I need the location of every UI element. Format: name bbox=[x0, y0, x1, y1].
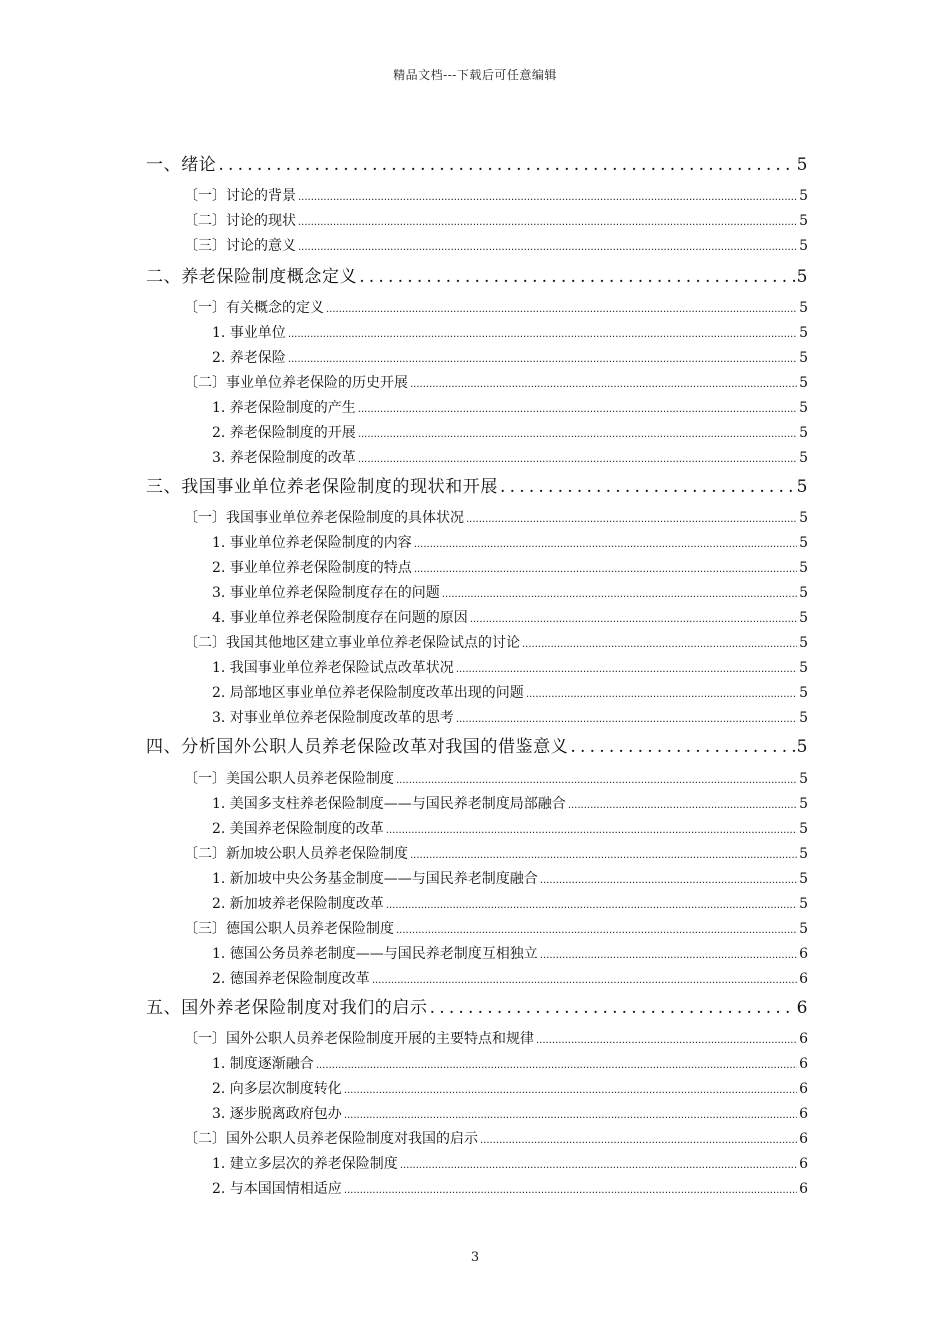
toc-entry-title: 3. 对事业单位养老保险制度改革的思考 bbox=[212, 710, 454, 726]
toc-chapter-entry[interactable] bbox=[146, 150, 808, 175]
toc-section-entry[interactable] bbox=[184, 918, 808, 938]
toc-section-entry[interactable] bbox=[184, 297, 808, 317]
toc-page-number: 5 bbox=[799, 188, 808, 204]
toc-page-number: 6 bbox=[799, 1031, 808, 1047]
toc-entry-title: 〔一〕国外公职人员养老保险制度开展的主要特点和规律 bbox=[184, 1031, 534, 1047]
toc-subsection-entry[interactable] bbox=[212, 532, 808, 552]
toc-entry-title: 2. 与本国国情相适应 bbox=[212, 1181, 342, 1197]
toc-page-number: 5 bbox=[799, 896, 808, 912]
toc-page-number: 5 bbox=[799, 325, 808, 341]
toc-entry-title: 3. 养老保险制度的改革 bbox=[212, 450, 356, 466]
toc-entry-title: 2. 养老保险 bbox=[212, 350, 286, 366]
toc-subsection-entry[interactable] bbox=[212, 1178, 808, 1198]
toc-entry-title: 1. 事业单位养老保险制度的内容 bbox=[212, 535, 412, 551]
toc-dot-leader bbox=[480, 1131, 797, 1147]
toc-subsection-entry[interactable] bbox=[212, 557, 808, 577]
toc-dot-leader bbox=[359, 267, 794, 287]
toc-subsection-entry[interactable] bbox=[212, 707, 808, 727]
toc-section-entry[interactable] bbox=[184, 632, 808, 652]
toc-dot-leader bbox=[372, 971, 797, 987]
toc-page-number: 5 bbox=[799, 300, 808, 316]
toc-page-number: 5 bbox=[799, 238, 808, 254]
toc-entry-title: 2. 养老保险制度的开展 bbox=[212, 425, 356, 441]
toc-dot-leader bbox=[316, 1056, 797, 1072]
toc-page-number: 6 bbox=[799, 946, 808, 962]
toc-chapter-entry[interactable] bbox=[146, 732, 808, 757]
toc-section-entry[interactable] bbox=[184, 372, 808, 392]
toc-dot-leader bbox=[414, 560, 797, 576]
toc-dot-leader bbox=[414, 535, 797, 551]
toc-page-number: 5 bbox=[799, 660, 808, 676]
toc-dot-leader bbox=[410, 375, 797, 391]
toc-section-entry[interactable] bbox=[184, 1128, 808, 1148]
toc-section-entry[interactable] bbox=[184, 843, 808, 863]
toc-page-number: 6 bbox=[799, 1106, 808, 1122]
toc-chapter-number: 一、 bbox=[146, 155, 182, 175]
toc-subsection-entry[interactable] bbox=[212, 657, 808, 677]
toc-chapter-entry[interactable] bbox=[146, 262, 808, 287]
toc-entry-title: 1. 德国公务员养老制度——与国民养老制度互相独立 bbox=[212, 946, 538, 962]
toc-page-number: 5 bbox=[799, 871, 808, 887]
toc-page-number: 5 bbox=[799, 610, 808, 626]
toc-page-number: 5 bbox=[799, 450, 808, 466]
toc-page-number: 5 bbox=[799, 585, 808, 601]
toc-entry-title: 2. 事业单位养老保险制度的特点 bbox=[212, 560, 412, 576]
toc-dot-leader bbox=[358, 450, 797, 466]
toc-dot-leader bbox=[344, 1106, 797, 1122]
toc-dot-leader bbox=[288, 325, 797, 341]
toc-page-number: 6 bbox=[799, 971, 808, 987]
toc-entry-title: 1. 建立多层次的养老保险制度 bbox=[212, 1156, 398, 1172]
toc-entry-title: 1. 养老保险制度的产生 bbox=[212, 400, 356, 416]
toc-entry-title: 1. 事业单位 bbox=[212, 325, 286, 341]
toc-subsection-entry[interactable] bbox=[212, 607, 808, 627]
toc-dot-leader bbox=[536, 1031, 797, 1047]
toc-page-number: 5 bbox=[796, 267, 808, 287]
toc-subsection-entry[interactable] bbox=[212, 818, 808, 838]
toc-dot-leader bbox=[430, 998, 795, 1018]
toc-page-number: 6 bbox=[799, 1081, 808, 1097]
toc-entry-title: 〔一〕讨论的背景 bbox=[184, 188, 296, 204]
toc-entry-title: 国外养老保险制度对我们的启示 bbox=[181, 998, 428, 1018]
toc-dot-leader bbox=[358, 425, 797, 441]
toc-section-entry[interactable] bbox=[184, 768, 808, 788]
toc-section-entry[interactable] bbox=[184, 507, 808, 527]
toc-dot-leader bbox=[386, 821, 797, 837]
toc-dot-leader bbox=[456, 710, 797, 726]
toc-section-entry[interactable] bbox=[184, 235, 808, 255]
toc-entry-title: 我国事业单位养老保险制度的现状和开展 bbox=[181, 477, 499, 497]
toc-dot-leader bbox=[570, 737, 794, 757]
toc-subsection-entry[interactable] bbox=[212, 968, 808, 988]
toc-page-number: 6 bbox=[799, 1131, 808, 1147]
toc-entry-title: 〔一〕美国公职人员养老保险制度 bbox=[184, 771, 394, 787]
toc-subsection-entry[interactable] bbox=[212, 582, 808, 602]
toc-page-number: 5 bbox=[799, 213, 808, 229]
toc-subsection-entry[interactable] bbox=[212, 447, 808, 467]
toc-dot-leader bbox=[298, 188, 797, 204]
toc-entry-title: 1. 我国事业单位养老保险试点改革状况 bbox=[212, 660, 454, 676]
toc-chapter-number: 四、 bbox=[146, 737, 182, 757]
page-number: 3 bbox=[470, 1250, 480, 1265]
toc-entry-title: 养老保险制度概念定义 bbox=[181, 267, 358, 287]
toc-dot-leader bbox=[522, 635, 797, 651]
toc-chapter-number: 五、 bbox=[146, 998, 182, 1018]
toc-subsection-entry[interactable] bbox=[212, 397, 808, 417]
toc-entry-title: 〔三〕讨论的意义 bbox=[184, 238, 296, 254]
toc-dot-leader bbox=[540, 946, 797, 962]
toc-subsection-entry[interactable] bbox=[212, 868, 808, 888]
toc-page-number: 6 bbox=[799, 1156, 808, 1172]
toc-dot-leader bbox=[298, 238, 797, 254]
toc-page-number: 6 bbox=[796, 998, 808, 1018]
toc-subsection-entry[interactable] bbox=[212, 893, 808, 913]
toc-page-number: 5 bbox=[796, 737, 808, 757]
toc-subsection-entry[interactable] bbox=[212, 943, 808, 963]
toc-dot-leader bbox=[400, 1156, 797, 1172]
toc-entry-title: 〔一〕我国事业单位养老保险制度的具体状况 bbox=[184, 510, 464, 526]
toc-entry-title: 4. 事业单位养老保险制度存在问题的原因 bbox=[212, 610, 468, 626]
toc-page-number: 5 bbox=[799, 821, 808, 837]
toc-dot-leader bbox=[298, 213, 797, 229]
toc-entry-title: 3. 事业单位养老保险制度存在的问题 bbox=[212, 585, 440, 601]
toc-entry-title: 1. 新加坡中央公务基金制度——与国民养老制度融合 bbox=[212, 871, 538, 887]
toc-dot-leader bbox=[410, 846, 797, 862]
toc-subsection-entry[interactable] bbox=[212, 422, 808, 442]
toc-subsection-entry[interactable] bbox=[212, 347, 808, 367]
toc-entry-title: 2. 局部地区事业单位养老保险制度改革出现的问题 bbox=[212, 685, 524, 701]
toc-subsection-entry[interactable] bbox=[212, 1053, 808, 1073]
toc-entry-title: 3. 逐步脱离政府包办 bbox=[212, 1106, 342, 1122]
toc-chapter-entry[interactable] bbox=[146, 993, 808, 1018]
toc-page-number: 5 bbox=[799, 710, 808, 726]
toc-dot-leader bbox=[568, 796, 797, 812]
toc-entry-title: 〔二〕国外公职人员养老保险制度对我国的启示 bbox=[184, 1131, 478, 1147]
toc-page-number: 5 bbox=[799, 400, 808, 416]
toc-page-number: 5 bbox=[799, 510, 808, 526]
toc-entry-title: 〔二〕我国其他地区建立事业单位养老保险试点的讨论 bbox=[184, 635, 520, 651]
toc-entry-title: 1. 制度逐渐融合 bbox=[212, 1056, 314, 1072]
toc-dot-leader bbox=[288, 350, 797, 366]
toc-subsection-entry[interactable] bbox=[212, 1153, 808, 1173]
toc-dot-leader bbox=[326, 300, 797, 316]
toc-page-number: 5 bbox=[799, 635, 808, 651]
toc-page-number: 5 bbox=[799, 796, 808, 812]
toc-subsection-entry[interactable] bbox=[212, 793, 808, 813]
toc-page-number: 5 bbox=[799, 560, 808, 576]
toc-dot-leader bbox=[466, 510, 797, 526]
toc-entry-title: 2. 美国养老保险制度的改革 bbox=[212, 821, 384, 837]
toc-dot-leader bbox=[396, 771, 797, 787]
toc-section-entry[interactable] bbox=[184, 1028, 808, 1048]
toc-entry-title: 1. 美国多支柱养老保险制度——与国民养老制度局部融合 bbox=[212, 796, 566, 812]
toc-page-number: 6 bbox=[799, 1181, 808, 1197]
toc-entry-title: 2. 向多层次制度转化 bbox=[212, 1081, 342, 1097]
toc-entry-title: 〔三〕德国公职人员养老保险制度 bbox=[184, 921, 394, 937]
toc-dot-leader bbox=[344, 1081, 797, 1097]
toc-dot-leader bbox=[396, 921, 797, 937]
toc-subsection-entry[interactable] bbox=[212, 682, 808, 702]
toc-dot-leader bbox=[442, 585, 797, 601]
toc-page-number: 5 bbox=[799, 425, 808, 441]
toc-dot-leader bbox=[218, 155, 794, 175]
toc-section-entry[interactable] bbox=[184, 210, 808, 230]
toc-chapter-number: 三、 bbox=[146, 477, 182, 497]
toc-entry-title: 分析国外公职人员养老保险改革对我国的借鉴意义 bbox=[181, 737, 569, 757]
toc-dot-leader bbox=[526, 685, 797, 701]
toc-page-number: 5 bbox=[799, 846, 808, 862]
toc-page-number: 5 bbox=[799, 685, 808, 701]
toc-page-number: 5 bbox=[799, 921, 808, 937]
toc-dot-leader bbox=[540, 871, 797, 887]
toc-entry-title: 〔一〕有关概念的定义 bbox=[184, 300, 324, 316]
toc-entry-title: 〔二〕事业单位养老保险的历史开展 bbox=[184, 375, 408, 391]
toc-entry-title: 〔二〕讨论的现状 bbox=[184, 213, 296, 229]
toc-dot-leader bbox=[500, 477, 795, 497]
toc-page-number: 5 bbox=[799, 535, 808, 551]
toc-chapter-number: 二、 bbox=[146, 267, 182, 287]
toc-chapter-entry[interactable] bbox=[146, 472, 808, 497]
toc-page-number: 5 bbox=[796, 155, 808, 175]
toc-subsection-entry[interactable] bbox=[212, 1078, 808, 1098]
toc-entry-title: 〔二〕新加坡公职人员养老保险制度 bbox=[184, 846, 408, 862]
toc-dot-leader bbox=[386, 896, 797, 912]
page-header: 精品文档---下载后可任意编辑 bbox=[393, 68, 557, 82]
toc-page-number: 6 bbox=[799, 1056, 808, 1072]
toc-section-entry[interactable] bbox=[184, 185, 808, 205]
toc-entry-title: 2. 德国养老保险制度改革 bbox=[212, 971, 370, 987]
toc-dot-leader bbox=[358, 400, 797, 416]
toc-dot-leader bbox=[344, 1181, 797, 1197]
toc-page-number: 5 bbox=[796, 477, 808, 497]
toc-entry-title: 绪论 bbox=[181, 155, 217, 175]
toc-dot-leader bbox=[456, 660, 797, 676]
toc-subsection-entry[interactable] bbox=[212, 322, 808, 342]
toc-entry-title: 2. 新加坡养老保险制度改革 bbox=[212, 896, 384, 912]
toc-subsection-entry[interactable] bbox=[212, 1103, 808, 1123]
toc-page-number: 5 bbox=[799, 771, 808, 787]
toc-dot-leader bbox=[470, 610, 797, 626]
toc-page-number: 5 bbox=[799, 375, 808, 391]
toc-page-number: 5 bbox=[799, 350, 808, 366]
